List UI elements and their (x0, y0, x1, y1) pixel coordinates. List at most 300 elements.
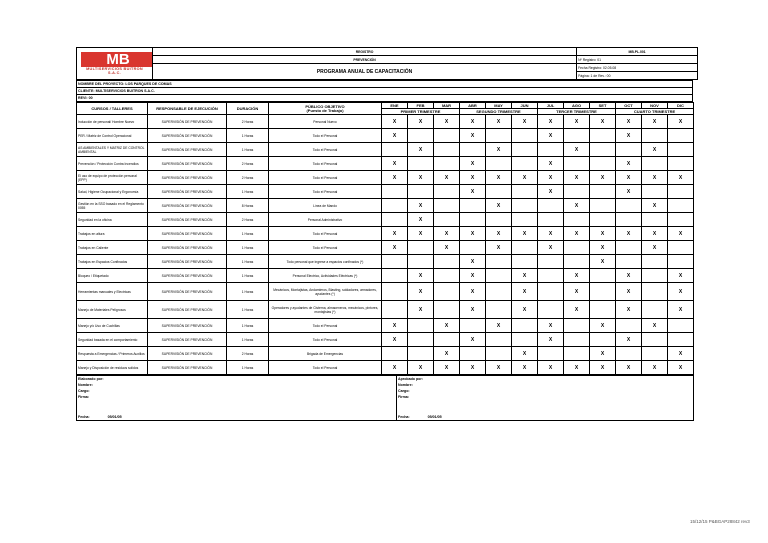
fecha-right (397, 414, 694, 421)
month-mark-cell (538, 199, 564, 213)
month-mark-cell: X (512, 361, 538, 375)
responsible-cell: SUPERVISIÓN DE PREVENCIÓN (148, 185, 227, 199)
month-mark-cell (668, 319, 694, 333)
month-mark-cell: X (616, 301, 642, 319)
responsible-cell: SUPERVISIÓN DE PREVENCIÓN (148, 171, 227, 185)
table-row (77, 301, 694, 319)
audience-cell: Personal Nuevo (269, 115, 382, 129)
month-mark-cell (590, 143, 616, 157)
month-mark-cell: X (564, 171, 590, 185)
duration-cell: 1 Horas (227, 269, 269, 283)
month-mark-cell: X (538, 157, 564, 171)
duration-cell: 2 Horas (227, 157, 269, 171)
duration-cell: 1 Horas (227, 227, 269, 241)
month-mark-cell (512, 319, 538, 333)
month-mark-cell (460, 319, 486, 333)
month-mark-cell: X (538, 361, 564, 375)
month-mark-cell (408, 157, 434, 171)
audience-cell: Operadores y ayudantes de Cisterna, almaceneros, mecánicos, pintores, montajistas (*) (269, 301, 382, 319)
month-mark-cell: X (616, 129, 642, 143)
month-mark-cell (564, 241, 590, 255)
month-mark-cell (590, 269, 616, 283)
month-mark-cell: X (616, 361, 642, 375)
month-mark-cell: X (434, 171, 460, 185)
duration-cell: 1 Horas (227, 143, 269, 157)
month-mark-cell: X (382, 319, 408, 333)
firma-right: Firma: (397, 394, 694, 400)
month-mark-cell: X (642, 361, 668, 375)
month-header: OCT (616, 103, 642, 109)
month-mark-cell: X (590, 319, 616, 333)
month-mark-cell: X (486, 227, 512, 241)
month-mark-cell: X (564, 361, 590, 375)
month-mark-cell: X (642, 115, 668, 129)
fecha-left (77, 414, 397, 421)
month-mark-cell (434, 269, 460, 283)
table-row (77, 361, 694, 375)
cargo-left: Cargo: (77, 388, 397, 394)
month-mark-cell (538, 301, 564, 319)
month-mark-cell (434, 213, 460, 227)
month-mark-cell: X (460, 171, 486, 185)
month-mark-cell (616, 213, 642, 227)
month-mark-cell: X (434, 347, 460, 361)
month-mark-cell: X (642, 227, 668, 241)
col-course: CURSOS / TALLERES (77, 103, 148, 115)
month-mark-cell: X (460, 227, 486, 241)
month-mark-cell (382, 199, 408, 213)
document-sheet (76, 47, 693, 421)
audience-cell: Brigada de Emergencias (269, 347, 382, 361)
month-mark-cell (382, 185, 408, 199)
responsible-cell: SUPERVISIÓN DE PREVENCIÓN (148, 227, 227, 241)
month-mark-cell: X (616, 171, 642, 185)
month-mark-cell (408, 185, 434, 199)
month-mark-cell: X (486, 241, 512, 255)
month-mark-cell (616, 199, 642, 213)
month-mark-cell: X (668, 301, 694, 319)
month-mark-cell: X (434, 361, 460, 375)
month-mark-cell (642, 185, 668, 199)
program-title: PROGRAMA ANUAL DE CAPACITACIÓN (153, 64, 577, 80)
month-mark-cell: X (382, 361, 408, 375)
month-mark-cell (538, 269, 564, 283)
month-mark-cell: X (382, 227, 408, 241)
fecha-value: 05/01/05 (107, 415, 122, 419)
info-table (76, 80, 693, 102)
month-mark-cell: X (564, 115, 590, 129)
signature-table (76, 375, 694, 421)
duration-cell: 1 Horas (227, 301, 269, 319)
month-mark-cell (590, 333, 616, 347)
col-duration: DURACIÓN (227, 103, 269, 115)
month-mark-cell: X (460, 115, 486, 129)
month-mark-cell (616, 255, 642, 269)
course-cell: Seguridad en la oficina (77, 213, 148, 227)
month-mark-cell (434, 255, 460, 269)
month-mark-cell: X (408, 227, 434, 241)
fecha-label: Fecha: (78, 415, 90, 419)
month-mark-cell: X (382, 171, 408, 185)
month-mark-cell: X (616, 333, 642, 347)
responsible-cell: SUPERVISIÓN DE PREVENCIÓN (148, 199, 227, 213)
month-mark-cell: X (590, 115, 616, 129)
month-mark-cell: X (408, 213, 434, 227)
month-mark-cell (512, 241, 538, 255)
course-cell: AS AMBIENTALES Y MATRIZ DE CONTROL AMBIENTAL (77, 143, 148, 157)
responsible-cell: SUPERVISIÓN DE PREVENCIÓN (148, 319, 227, 333)
month-mark-cell (486, 213, 512, 227)
month-mark-cell: X (512, 115, 538, 129)
nombre-right: Nombre: (397, 382, 694, 388)
month-mark-cell: X (408, 301, 434, 319)
course-cell: Salud, Higiene Ocupacional y Ergonomía (77, 185, 148, 199)
month-mark-cell (668, 255, 694, 269)
month-mark-cell: X (590, 227, 616, 241)
month-mark-cell: X (434, 241, 460, 255)
duration-cell: 1 Horas (227, 319, 269, 333)
month-mark-cell (512, 157, 538, 171)
table-row (77, 213, 694, 227)
month-mark-cell: X (564, 199, 590, 213)
course-cell: Bloqueo / Etiquetado (77, 269, 148, 283)
month-mark-cell (382, 347, 408, 361)
month-mark-cell: X (642, 199, 668, 213)
month-mark-cell: X (668, 347, 694, 361)
month-mark-cell (668, 185, 694, 199)
course-cell: Trabajos en altura (77, 227, 148, 241)
duration-cell: 1 Horas (227, 255, 269, 269)
month-mark-cell: X (382, 241, 408, 255)
aprobado-label: Aprobado por: (397, 376, 694, 383)
month-mark-cell: X (460, 301, 486, 319)
month-mark-cell (642, 269, 668, 283)
month-mark-cell (460, 347, 486, 361)
sign-space-left (77, 400, 397, 414)
month-mark-cell: X (486, 171, 512, 185)
month-mark-cell: X (538, 319, 564, 333)
month-mark-cell: X (590, 171, 616, 185)
month-mark-cell (486, 157, 512, 171)
month-mark-cell: X (590, 241, 616, 255)
month-mark-cell: X (538, 185, 564, 199)
month-mark-cell (668, 199, 694, 213)
month-mark-cell: X (512, 283, 538, 301)
month-mark-cell (564, 185, 590, 199)
month-mark-cell (642, 213, 668, 227)
month-mark-cell: X (460, 255, 486, 269)
responsible-cell: SUPERVISIÓN DE PREVENCIÓN (148, 129, 227, 143)
month-mark-cell (486, 301, 512, 319)
month-mark-cell: X (668, 283, 694, 301)
month-mark-cell: X (538, 227, 564, 241)
month-mark-cell (460, 199, 486, 213)
month-mark-cell: X (564, 283, 590, 301)
month-mark-cell: X (408, 361, 434, 375)
audience-cell: Todo el Personal (269, 171, 382, 185)
month-mark-cell (382, 283, 408, 301)
nombre-left: Nombre: (77, 382, 397, 388)
month-mark-cell: X (590, 255, 616, 269)
month-mark-cell (616, 143, 642, 157)
month-mark-cell: X (408, 115, 434, 129)
audience-cell: Línea de Mando (269, 199, 382, 213)
month-mark-cell (512, 333, 538, 347)
audience-cell: Todo el Personal (269, 241, 382, 255)
month-mark-cell: X (668, 227, 694, 241)
month-mark-cell (486, 347, 512, 361)
month-header: AGO (564, 103, 590, 109)
month-mark-cell (408, 319, 434, 333)
responsible-cell: SUPERVISIÓN DE PREVENCIÓN (148, 269, 227, 283)
table-row (77, 171, 694, 185)
month-mark-cell (590, 185, 616, 199)
month-mark-cell: X (512, 227, 538, 241)
month-header: ABR (460, 103, 486, 109)
month-mark-cell (512, 143, 538, 157)
month-mark-cell: X (538, 115, 564, 129)
month-mark-cell (382, 255, 408, 269)
table-row (77, 319, 694, 333)
month-mark-cell (460, 143, 486, 157)
month-mark-cell (538, 143, 564, 157)
duration-cell: 2 Horas (227, 171, 269, 185)
duration-cell: 1 Horas (227, 129, 269, 143)
audience-cell: Todo el Personal (269, 129, 382, 143)
project-name: NOMBRE DEL PROYECTO: LOS PARQUES DE COMAS (77, 81, 693, 88)
col-audience-line1: PÚBLICO OBJETIVO (305, 103, 345, 109)
course-cell: PER / Matriz de Control Operacional (77, 129, 148, 143)
table-row (77, 143, 694, 157)
month-mark-cell (486, 333, 512, 347)
month-header: JUN (512, 103, 538, 109)
month-mark-cell (642, 157, 668, 171)
month-mark-cell: X (564, 301, 590, 319)
month-mark-cell (434, 283, 460, 301)
month-mark-cell: X (616, 157, 642, 171)
schedule-rows (77, 115, 694, 375)
month-mark-cell (616, 241, 642, 255)
header-table (76, 47, 698, 80)
month-mark-cell (382, 301, 408, 319)
month-mark-cell: X (564, 269, 590, 283)
month-mark-cell (616, 347, 642, 361)
month-mark-cell (642, 283, 668, 301)
month-mark-cell: X (616, 115, 642, 129)
month-mark-cell: X (408, 199, 434, 213)
month-mark-cell: X (564, 143, 590, 157)
month-mark-cell (434, 157, 460, 171)
month-mark-cell (642, 333, 668, 347)
month-mark-cell: X (538, 129, 564, 143)
month-mark-cell: X (486, 115, 512, 129)
course-cell: Prevención / Protección Contra Incendios (77, 157, 148, 171)
table-row (77, 227, 694, 241)
responsible-cell: SUPERVISIÓN DE PREVENCIÓN (148, 143, 227, 157)
month-mark-cell (564, 333, 590, 347)
fecha-value: 05/01/05 (427, 415, 442, 419)
month-mark-cell (434, 301, 460, 319)
month-mark-cell: X (460, 333, 486, 347)
month-mark-cell (486, 269, 512, 283)
month-mark-cell (590, 301, 616, 319)
month-mark-cell: X (460, 283, 486, 301)
month-mark-cell: X (512, 347, 538, 361)
month-mark-cell: X (408, 269, 434, 283)
cargo-right: Cargo: (397, 388, 694, 394)
audience-cell: Todo el Personal (269, 319, 382, 333)
course-cell: Gestión en la SSO basado en el Reglamento 0055 (77, 199, 148, 213)
month-mark-cell (512, 213, 538, 227)
month-header: FEB (408, 103, 434, 109)
month-mark-cell (642, 301, 668, 319)
month-mark-cell (590, 283, 616, 301)
month-mark-cell: X (564, 227, 590, 241)
side-line-1: Nº Registro: 01 (577, 56, 698, 64)
duration-cell: 1 Horas (227, 361, 269, 375)
month-mark-cell (382, 213, 408, 227)
month-mark-cell: X (408, 143, 434, 157)
month-mark-cell: X (408, 171, 434, 185)
col-audience (269, 103, 382, 115)
month-mark-cell: X (642, 241, 668, 255)
month-mark-cell (486, 129, 512, 143)
month-mark-cell: X (616, 227, 642, 241)
table-row (77, 333, 694, 347)
month-mark-cell (668, 129, 694, 143)
audience-cell: Mecánicos, Montajistas, Andamieros, Blasting, soldadores, armadores, ayudantes (*) (269, 283, 382, 301)
month-mark-cell (642, 255, 668, 269)
responsible-cell: SUPERVISIÓN DE PREVENCIÓN (148, 283, 227, 301)
month-mark-cell (616, 319, 642, 333)
month-mark-cell (538, 213, 564, 227)
duration-cell: 8 Horas (227, 199, 269, 213)
month-mark-cell (434, 143, 460, 157)
month-mark-cell: X (642, 171, 668, 185)
table-row (77, 255, 694, 269)
duration-cell: 2 Horas (227, 347, 269, 361)
month-mark-cell: X (382, 333, 408, 347)
month-mark-cell: X (590, 361, 616, 375)
trimester-header: CUARTO TRIMESTRE (616, 109, 694, 115)
month-mark-cell (408, 347, 434, 361)
month-header: MAR (434, 103, 460, 109)
month-mark-cell (564, 255, 590, 269)
month-mark-cell (408, 241, 434, 255)
month-mark-cell (434, 333, 460, 347)
month-mark-cell (512, 129, 538, 143)
course-cell: Manejo y Disposición de residuos solidos (77, 361, 148, 375)
table-row (77, 185, 694, 199)
month-mark-cell (642, 129, 668, 143)
month-mark-cell: X (434, 227, 460, 241)
registro-label: REGISTRO (153, 48, 577, 56)
responsible-cell: SUPERVISIÓN DE PREVENCIÓN (148, 361, 227, 375)
month-mark-cell: X (616, 269, 642, 283)
month-mark-cell (486, 185, 512, 199)
responsible-cell: SUPERVISIÓN DE PREVENCIÓN (148, 347, 227, 361)
audience-cell: Todo el Personal (269, 157, 382, 171)
month-mark-cell: X (486, 199, 512, 213)
firma-left: Firma: (77, 394, 397, 400)
month-mark-cell: X (382, 115, 408, 129)
responsible-cell: SUPERVISIÓN DE PREVENCIÓN (148, 333, 227, 347)
month-mark-cell: X (668, 115, 694, 129)
duration-cell: 2 Horas (227, 213, 269, 227)
month-mark-cell (642, 347, 668, 361)
table-row (77, 269, 694, 283)
table-row (77, 241, 694, 255)
month-header: JUL (538, 103, 564, 109)
month-mark-cell: X (512, 171, 538, 185)
logo-mark: MB (81, 52, 153, 67)
month-mark-cell (668, 157, 694, 171)
month-mark-cell (538, 283, 564, 301)
month-mark-cell: X (616, 283, 642, 301)
month-mark-cell: X (668, 269, 694, 283)
month-mark-cell (538, 347, 564, 361)
audience-cell: Todo el Personal (269, 333, 382, 347)
table-row (77, 129, 694, 143)
course-cell: Inducción de personal/ Hombre Nuevo (77, 115, 148, 129)
month-mark-cell: X (460, 185, 486, 199)
month-header: NOV (642, 103, 668, 109)
responsible-cell: SUPERVISIÓN DE PREVENCIÓN (148, 255, 227, 269)
month-mark-cell (590, 213, 616, 227)
client-name: CLIENTE: MULTISERVICIOS BUITRON S.A.C. (77, 88, 693, 95)
responsible-cell: SUPERVISIÓN DE PREVENCIÓN (148, 115, 227, 129)
fecha-label: Fecha: (398, 415, 410, 419)
table-row (77, 157, 694, 171)
month-mark-cell: X (642, 143, 668, 157)
duration-cell: 1 Horas (227, 333, 269, 347)
month-mark-cell: X (538, 333, 564, 347)
duration-cell: 1 Horas (227, 241, 269, 255)
month-mark-cell: X (434, 319, 460, 333)
month-mark-cell: X (408, 283, 434, 301)
month-mark-cell (408, 255, 434, 269)
audience-cell: Personal Electrico, Actividades Eléctricas (*) (269, 269, 382, 283)
month-mark-cell (668, 213, 694, 227)
month-mark-cell (460, 213, 486, 227)
month-mark-cell: X (486, 143, 512, 157)
month-mark-cell (408, 129, 434, 143)
month-mark-cell: X (668, 171, 694, 185)
schedule-table (76, 102, 694, 375)
month-mark-cell: X (590, 347, 616, 361)
audience-cell: Todo el Personal (269, 361, 382, 375)
table-row (77, 115, 694, 129)
month-mark-cell (434, 129, 460, 143)
trimester-header: SEGUNDO TRIMESTRE (460, 109, 538, 115)
month-mark-cell: X (538, 171, 564, 185)
month-mark-cell (486, 283, 512, 301)
month-mark-cell (564, 347, 590, 361)
month-mark-cell: X (642, 319, 668, 333)
responsible-cell: SUPERVISIÓN DE PREVENCIÓN (148, 213, 227, 227)
month-header: DIC (668, 103, 694, 109)
month-mark-cell (668, 333, 694, 347)
month-mark-cell: X (668, 361, 694, 375)
month-mark-cell (564, 157, 590, 171)
month-mark-cell: X (460, 269, 486, 283)
course-cell: Trabajos en Espacios Confinados (77, 255, 148, 269)
month-header: MAY (486, 103, 512, 109)
month-mark-cell: X (486, 361, 512, 375)
month-mark-cell (564, 213, 590, 227)
course-cell: Manejo y/o Uso de Cuchillas (77, 319, 148, 333)
month-mark-cell: X (512, 269, 538, 283)
